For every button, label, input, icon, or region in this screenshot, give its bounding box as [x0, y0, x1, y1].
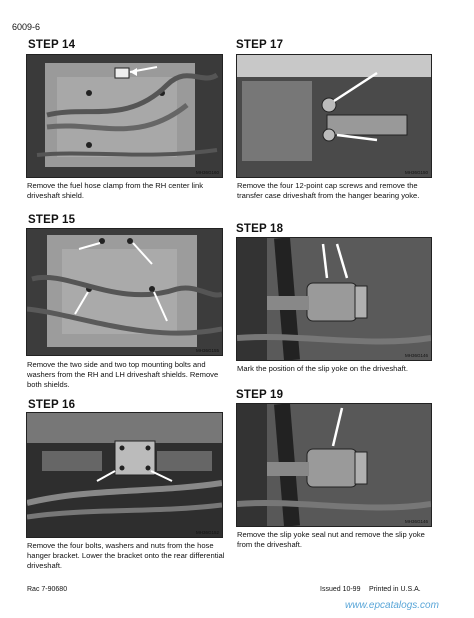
step-19-photo-code: MH36G146: [404, 519, 428, 524]
step-14-photo-code: MH36G160: [195, 170, 219, 175]
step-17-illustration: [237, 55, 431, 177]
step-18-photo-code: MH36G146: [404, 353, 428, 358]
step-14-caption: Remove the fuel hose clamp from the RH center link driveshaft shield.: [27, 181, 203, 201]
step-18-caption: Mark the position of the slip yoke on the driveshaft.: [237, 364, 408, 373]
step-19-caption: Remove the slip yoke seal nut and remove the slip yoke from the driveshaft.: [237, 530, 425, 550]
footer-doc-number: Rac 7-90680: [27, 586, 68, 593]
step-18-illustration: [237, 238, 431, 360]
step-15-label: STEP 15: [28, 214, 76, 226]
step-14-photo: [26, 54, 223, 178]
step-16-illustration: [27, 413, 222, 537]
page-number: 6009-6: [12, 22, 41, 32]
step-18-photo: [236, 237, 432, 361]
step-16-label: STEP 16: [28, 399, 76, 411]
step-14-illustration: [27, 55, 222, 177]
step-15-photo: [26, 228, 223, 356]
step-16-photo-code: MH36G152: [195, 530, 219, 535]
step-19-photo: [236, 403, 432, 527]
step-19-illustration: [237, 404, 431, 526]
step-17-photo: [236, 54, 432, 178]
footer-printed: Printed in U.S.A.: [369, 586, 421, 593]
step-15-photo-code: MH36G155: [195, 348, 219, 353]
step-15-caption: Remove the two side and two top mounting bolts and washers from the RH and LH driveshaft shields. Remove both shields.: [27, 360, 219, 390]
step-18-label: STEP 18: [236, 223, 284, 235]
step-17-label: STEP 17: [236, 39, 284, 51]
step-17-photo-code: MH36G150: [404, 170, 428, 175]
step-19-label: STEP 19: [236, 389, 284, 401]
step-16-caption: Remove the four bolts, washers and nuts from the hose hanger bracket. Lower the bracket onto the rear differential driveshaft.: [27, 541, 225, 571]
footer-issued: Issued 10-99: [320, 586, 361, 593]
step-14-label: STEP 14: [28, 39, 76, 51]
step-16-photo: [26, 412, 223, 538]
step-17-caption: Remove the four 12-point cap screws and remove the transfer case driveshaft from the hanger bearing yoke.: [237, 181, 420, 201]
step-15-illustration: [27, 229, 222, 355]
watermark-url: www.epcatalogs.com: [345, 600, 439, 611]
